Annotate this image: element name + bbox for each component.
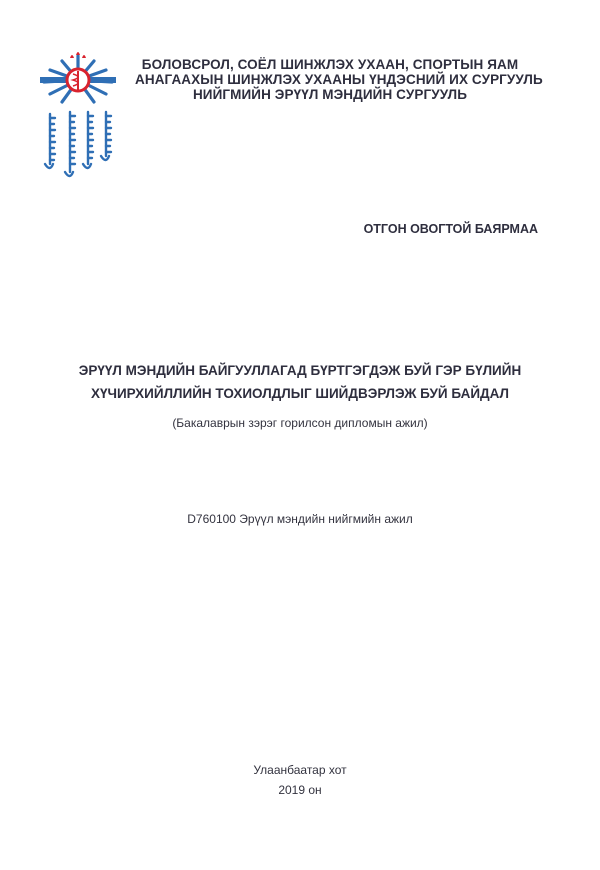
author-name: ОТГОН ОВОГТОЙ БАЯРМАА bbox=[363, 222, 538, 236]
year: 2019 он bbox=[278, 783, 322, 797]
place-and-year bbox=[40, 760, 560, 800]
program-code: D760100 Эрүүл мэндийн нийгмийн ажил bbox=[187, 512, 413, 526]
city: Улаанбаатар хот bbox=[253, 763, 347, 777]
university-emblem-icon bbox=[36, 52, 120, 188]
institution-header bbox=[135, 57, 543, 102]
university-logo bbox=[36, 52, 120, 188]
thesis-subtitle: (Бакалаврын зэрэг горилсон дипломын ажил) bbox=[172, 416, 428, 430]
thesis-title bbox=[40, 359, 560, 405]
school-name: НИЙГМИЙН ЭРҮҮЛ МЭНДИЙН СУРГУУЛЬ bbox=[192, 87, 468, 102]
thesis-title-line: ЭРҮҮЛ МЭНДИЙН БАЙГУУЛЛАГАД БҮРТГЭГДЭЖ БУЙ ГЭР БҮЛИЙН bbox=[78, 363, 522, 378]
university-name: АНАГААХЫН ШИНЖЛЭХ УХААНЫ ҮНДЭСНИЙ ИХ СУРГУУЛЬ bbox=[135, 72, 543, 87]
thesis-title-line: ХҮЧИРХИЙЛЛИЙН ТОХИОЛДЛЫГ ШИЙДВЭРЛЭЖ БУЙ БАЙДАЛ bbox=[90, 386, 510, 401]
ministry-name: БОЛОВСРОЛ, СОЁЛ ШИНЖЛЭХ УХААН, СПОРТЫН ЯАМ bbox=[141, 57, 519, 72]
